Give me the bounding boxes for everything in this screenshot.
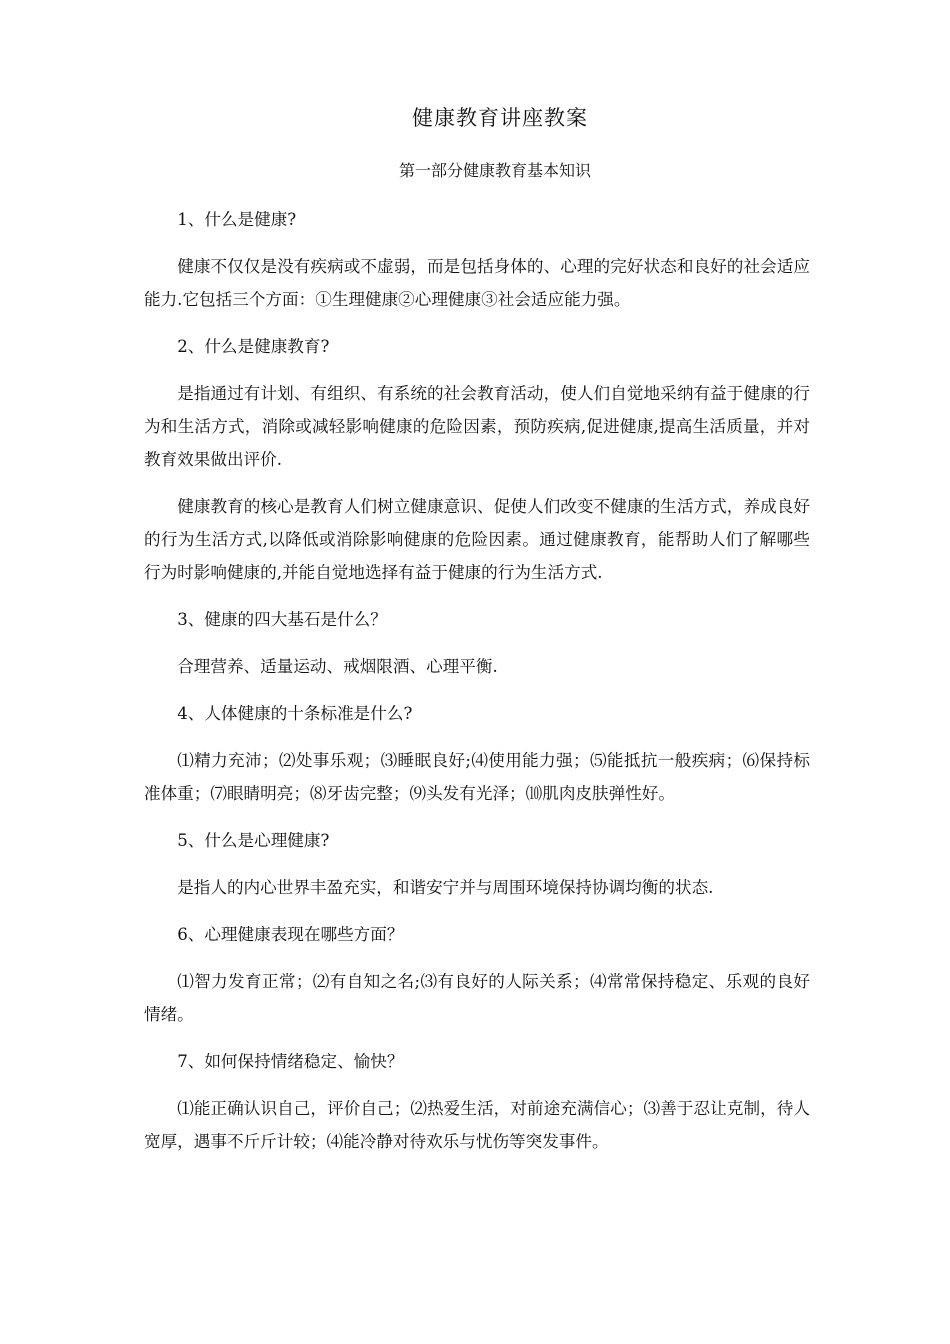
answer-7-paragraph: ⑴能正确认识自己，评价自己；⑵热爱生活，对前途充满信心；⑶善于忍让克制，待人宽厚，遇事不斤斤计较；⑷能冷静对待欢乐与忧伤等突发事件。 <box>144 1099 810 1151</box>
answer-4-paragraph: ⑴精力充沛；⑵处事乐观；⑶睡眠良好;⑷使用能力强；⑸能抵抗一般疾病；⑹保持标准体重；⑺眼睛明亮；⑻牙齿完整；⑼头发有光泽；⑽肌肉皮肤弹性好。 <box>144 751 810 803</box>
question-6-heading: 6、心理健康表现在哪些方面？ <box>177 925 404 944</box>
answer-2-paragraph-b: 健康教育的核心是教育人们树立健康意识、促使人们改变不健康的生活方式，养成良好的行为生活方式,以降低或消除影响健康的危险因素。通过健康教育，能帮助人们了解哪些行为时影响健康的,并能自觉地选择有益于健康的行为生活方式. <box>144 497 810 582</box>
question-3-heading: 3、健康的四大基石是什么？ <box>177 610 387 629</box>
answer-1-paragraph: 健康不仅仅是没有疾病或不虚弱，而是包括身体的、心理的完好状态和良好的社会适应能力.它包括三个方面：①生理健康②心理健康③社会适应能力强。 <box>144 257 810 309</box>
question-4-heading: 4、人体健康的十条标准是什么? <box>177 704 413 723</box>
answer-5-paragraph: 是指人的内心世界丰盈充实，和谐安宁并与周围环境保持协调均衡的状态. <box>177 878 714 897</box>
answer-6-paragraph: ⑴智力发育正常；⑵有自知之名;⑶有良好的人际关系；⑷常常保持稳定、乐观的良好情绪。 <box>144 972 810 1024</box>
document-title: 健康教育讲座教案 <box>412 106 588 130</box>
answer-3-paragraph: 合理营养、适量运动、戒烟限酒、心理平衡. <box>177 657 498 676</box>
answer-2-paragraph: 是指通过有计划、有组织、有系统的社会教育活动，使人们自觉地采纳有益于健康的行为和生活方式，消除或减轻影响健康的危险因素，预防疾病,促进健康,提高生活质量，并对教育效果做出评价. <box>144 384 810 469</box>
document-body <box>144 203 810 1172</box>
question-1-heading: 1、什么是健康? <box>177 210 297 229</box>
question-7-heading: 7、如何保持情绪稳定、愉快？ <box>177 1052 404 1071</box>
document-subtitle: 第一部分健康教育基本知识 <box>398 161 591 180</box>
question-2-heading: 2、什么是健康教育? <box>177 337 330 356</box>
question-5-heading: 5、什么是心理健康? <box>177 831 330 850</box>
